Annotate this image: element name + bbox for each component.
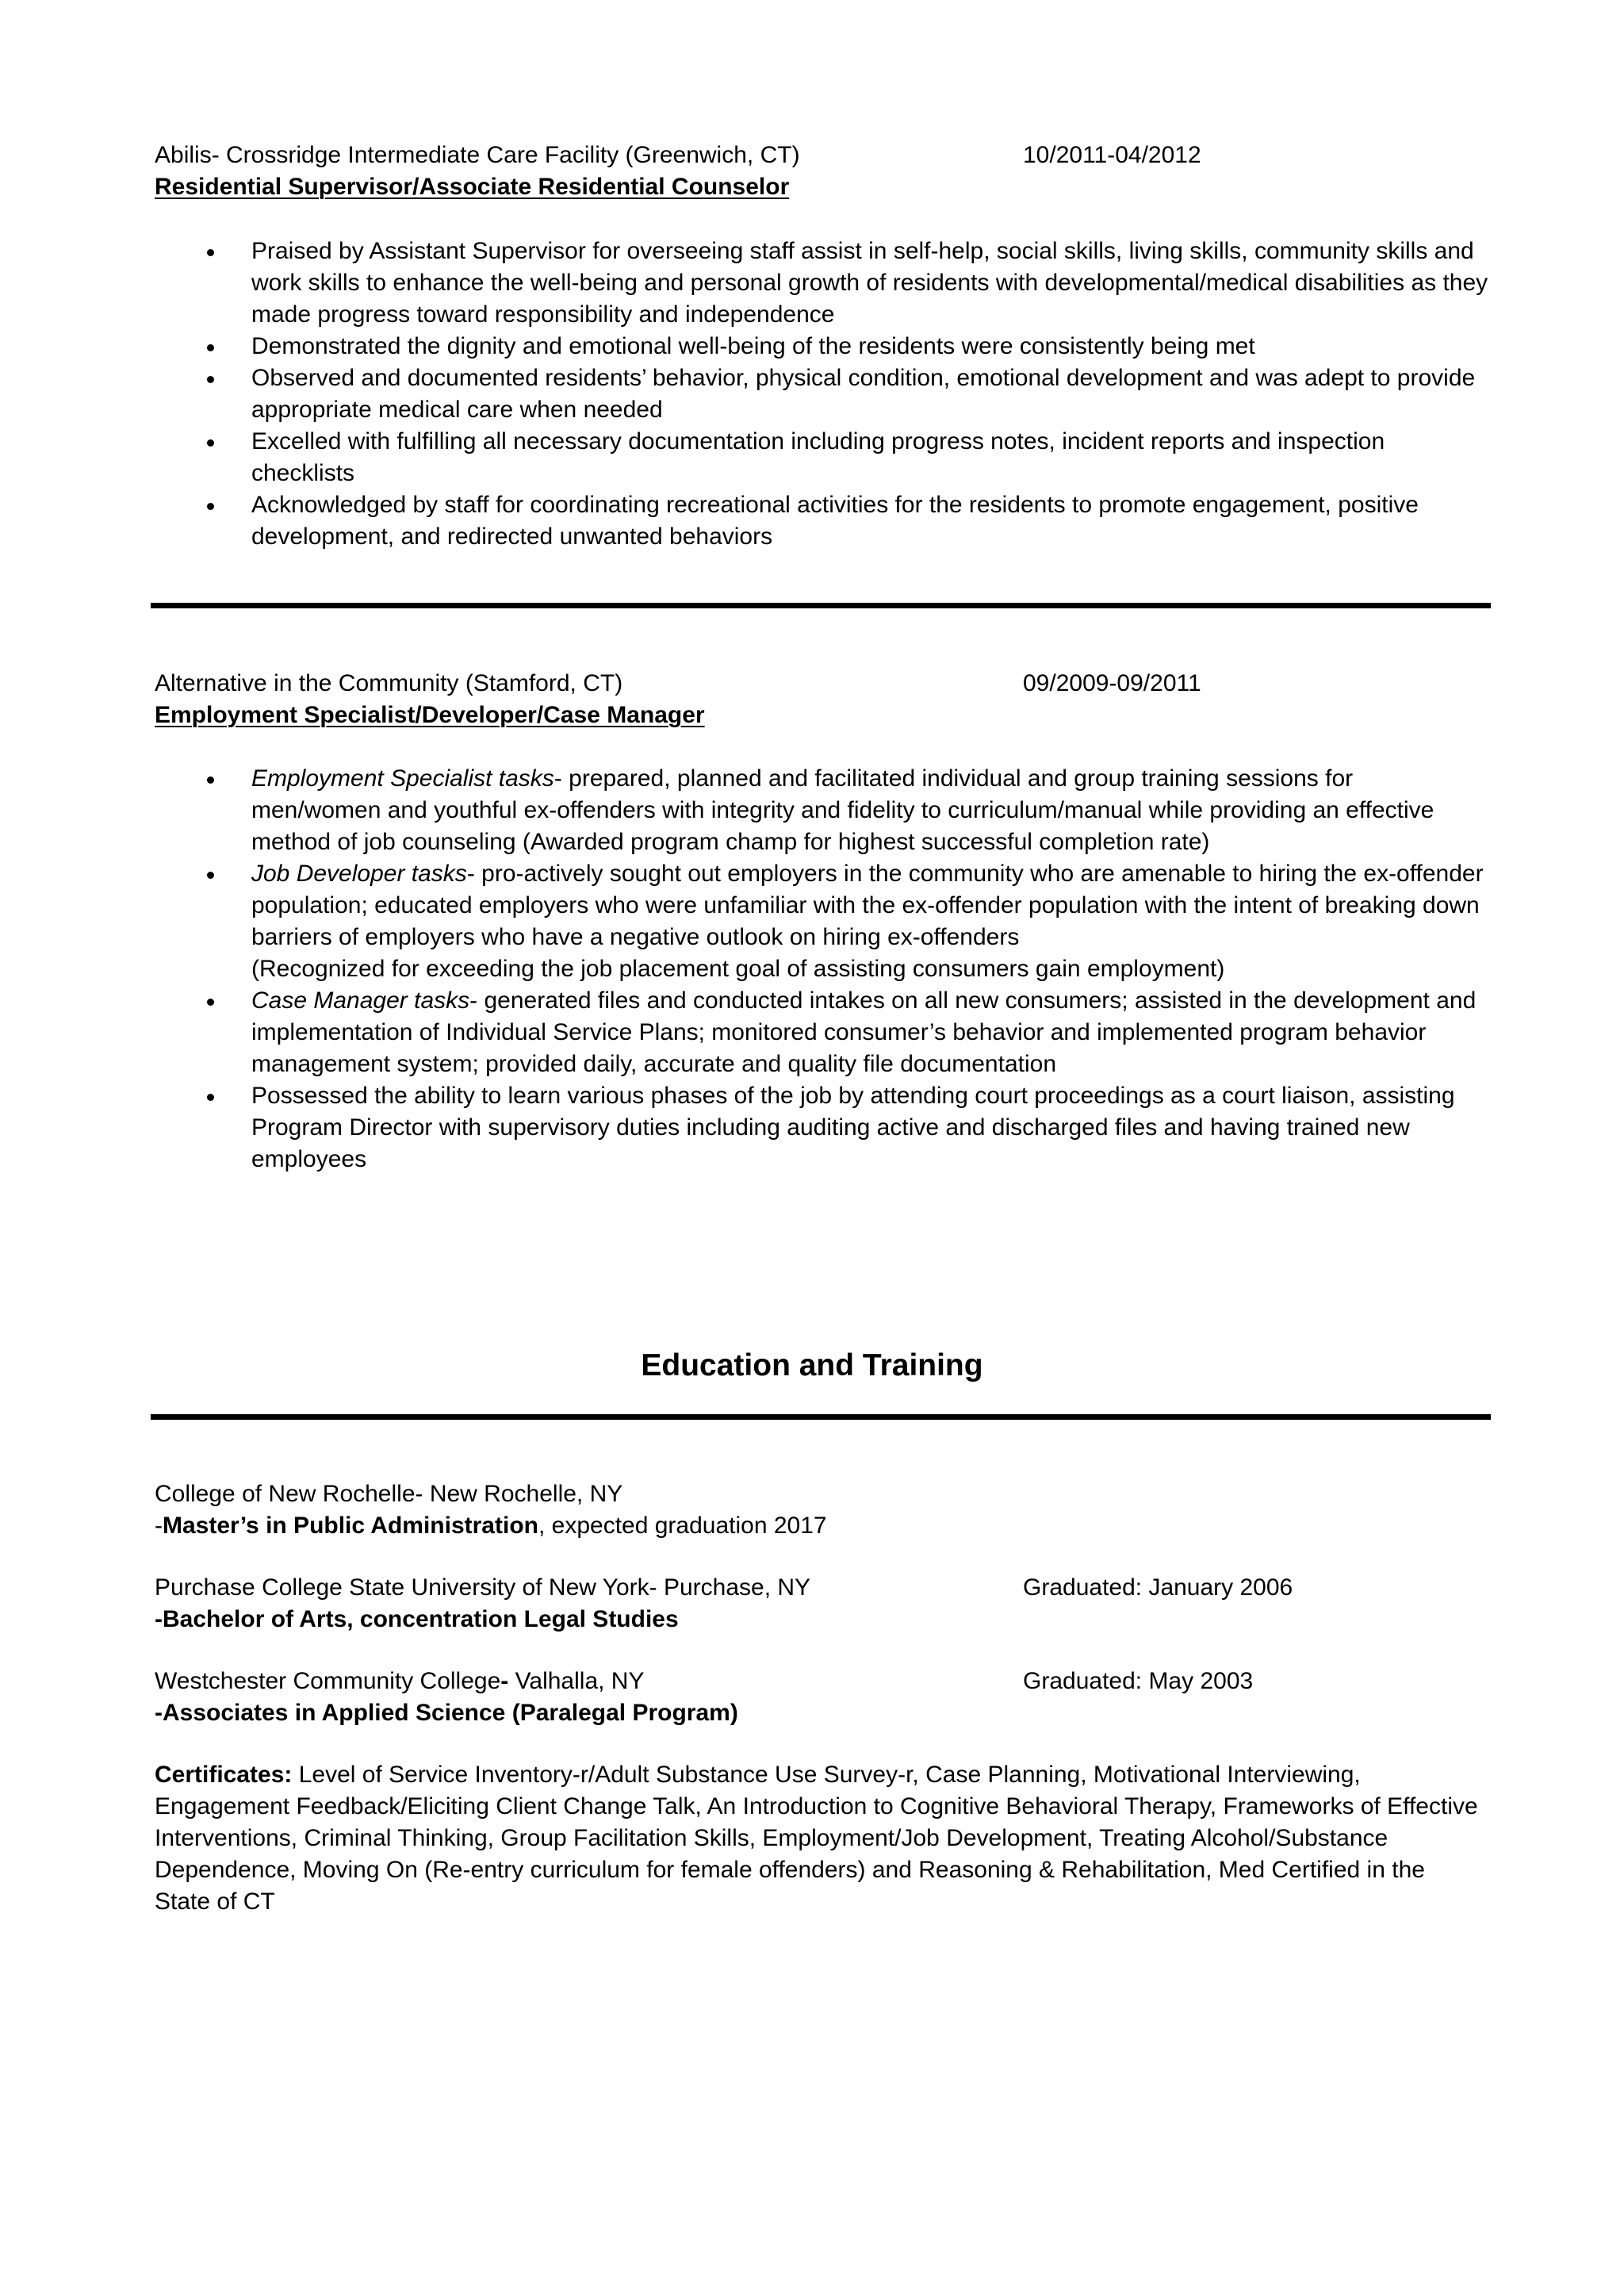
degree-prefix: - <box>155 1513 163 1539</box>
job-dates: 10/2011-04/2012 <box>1023 142 1201 168</box>
certificates-text: Level of Service Inventory-r/Adult Substance Use Survey-r, Case Planning, Motivational Interviewing, Engagement Feedback/Eliciting Client Change Talk, An Introduction to Cognitive Behavioral Therapy, Frameworks of Effective Interventions, Criminal Thinking, Group Facilitation Skills, Employment/Job Development, Treating Alcohol/Substance Dependence, Moving On (Re-entry curriculum for female offenders) and Reasoning & Rehabilitation, Med Certified in the State of CT <box>155 1762 1478 1915</box>
bullet-item <box>155 858 1488 985</box>
school-location: Valhalla, NY <box>508 1668 645 1694</box>
graduation-date: Graduated: May 2003 <box>1023 1668 1254 1694</box>
school-row <box>155 1666 1487 1697</box>
bullet-text: Excelled with fulfilling all necessary documentation including progress notes, incident reports and inspection checklists <box>251 428 1385 486</box>
education-entry <box>155 1478 1487 1542</box>
job-bullet-list <box>155 236 1487 553</box>
employer-name: Alternative in the Community (Stamford, CT) <box>155 670 623 696</box>
school-name: College of New Rochelle- New Rochelle, NY <box>155 1481 623 1507</box>
job-entry-alternative <box>155 668 1487 1175</box>
bullet-icon <box>207 439 214 447</box>
bullet-text: Observed and documented residents’ behavior, physical condition, emotional development and was adept to provide appropriate medical care when needed <box>251 365 1476 423</box>
school-dash: - <box>500 1668 509 1694</box>
bullet-icon <box>207 999 214 1006</box>
job-entry-abilis <box>155 140 1487 553</box>
graduation-date: Graduated: January 2006 <box>1023 1574 1293 1601</box>
job-bullet-list <box>155 763 1487 1175</box>
job-header-row <box>155 140 1487 171</box>
education-entry <box>155 1572 1487 1635</box>
section-divider <box>151 603 1491 608</box>
bullet-lead: Employment Specialist tasks <box>251 765 554 792</box>
bullet-note: (Recognized for exceeding the job placement goal of assisting consumers gain employment) <box>251 956 1225 982</box>
degree-row <box>155 1510 1487 1542</box>
bullet-icon <box>207 1094 214 1101</box>
employer-name: Abilis- Crossridge Intermediate Care Facility (Greenwich, CT) <box>155 142 800 168</box>
section-title-education: Education and Training <box>641 1348 983 1382</box>
education-entry <box>155 1666 1487 1729</box>
job-header-row <box>155 668 1487 700</box>
bullet-icon <box>207 376 214 383</box>
bullet-text: Acknowledged by staff for coordinating recreational activities for the residents to promote engagement, positive development, and redirected unwanted behaviors <box>251 492 1419 550</box>
education-list <box>155 1478 1487 1918</box>
bullet-item <box>155 985 1488 1080</box>
bullet-item <box>155 236 1488 331</box>
job-title: Employment Specialist/Developer/Case Manager <box>155 702 705 728</box>
bullet-lead: Case Manager tasks <box>251 987 470 1014</box>
bullet-item <box>155 489 1488 553</box>
bullet-icon <box>207 503 214 510</box>
bullet-text: Praised by Assistant Supervisor for overseeing staff assist in self-help, social skills, living skills, community skills and work skills to enhance the well-being and personal growth of residents with developmental/medical disabilities as they made progress toward responsibility and independence <box>251 238 1488 328</box>
bullet-lead: Job Developer tasks <box>251 861 467 887</box>
degree-note: , expected graduation 2017 <box>538 1513 827 1539</box>
bullet-item <box>155 362 1488 426</box>
bullet-item <box>155 426 1488 489</box>
degree-name: Master’s in Public Administration <box>163 1513 538 1539</box>
certificates-label: Certificates: <box>155 1762 293 1788</box>
section-divider <box>151 1414 1491 1420</box>
degree-name: -Associates in Applied Science (Paralegal Program) <box>155 1700 738 1726</box>
school-name: Westchester Community College <box>155 1668 501 1694</box>
bullet-item <box>155 763 1488 858</box>
bullet-item <box>155 331 1488 362</box>
bullet-text: - generated files and conducted intakes on all new consumers; assisted in the development and implementation of Individual Service Plans; monitored consumer’s behavior and implemented program behavior management system; provided daily, accurate and quality file documentation <box>251 987 1477 1077</box>
bullet-text: Possessed the ability to learn various phases of the job by attending court proceedings as a court liaison, assisting Program Director with supervisory duties including auditing active and discharged files and having trained new employees <box>251 1083 1455 1172</box>
bullet-item <box>155 1080 1488 1175</box>
bullet-icon <box>207 249 214 256</box>
job-title: Residential Supervisor/Associate Residential Counselor <box>155 174 790 200</box>
bullet-icon <box>207 872 214 879</box>
degree-name: -Bachelor of Arts, concentration Legal Studies <box>155 1606 679 1632</box>
school-row <box>155 1572 1487 1604</box>
job-dates: 09/2009-09/2011 <box>1023 670 1201 696</box>
certificates-paragraph <box>155 1759 1487 1918</box>
school-row <box>155 1478 1487 1510</box>
bullet-icon <box>207 776 214 784</box>
bullet-text: - pro-actively sought out employers in the community who are amenable to hiring the ex-offender population; educated employers who were unfamiliar with the ex-offender population with the intent of breaking down barriers of employers who have a negative outlook on hiring ex-offenders <box>251 861 1484 950</box>
bullet-text: - prepared, planned and facilitated individual and group training sessions for men/women and youthful ex-offenders with integrity and fidelity to curriculum/manual while providing an effective method of job counseling (Awarded program champ for highest successful completion rate) <box>251 765 1434 855</box>
school-name: Purchase College State University of New York- Purchase, NY <box>155 1574 811 1601</box>
bullet-text: Demonstrated the dignity and emotional well-being of the residents were consistently being met <box>251 333 1255 359</box>
bullet-icon <box>207 344 214 351</box>
